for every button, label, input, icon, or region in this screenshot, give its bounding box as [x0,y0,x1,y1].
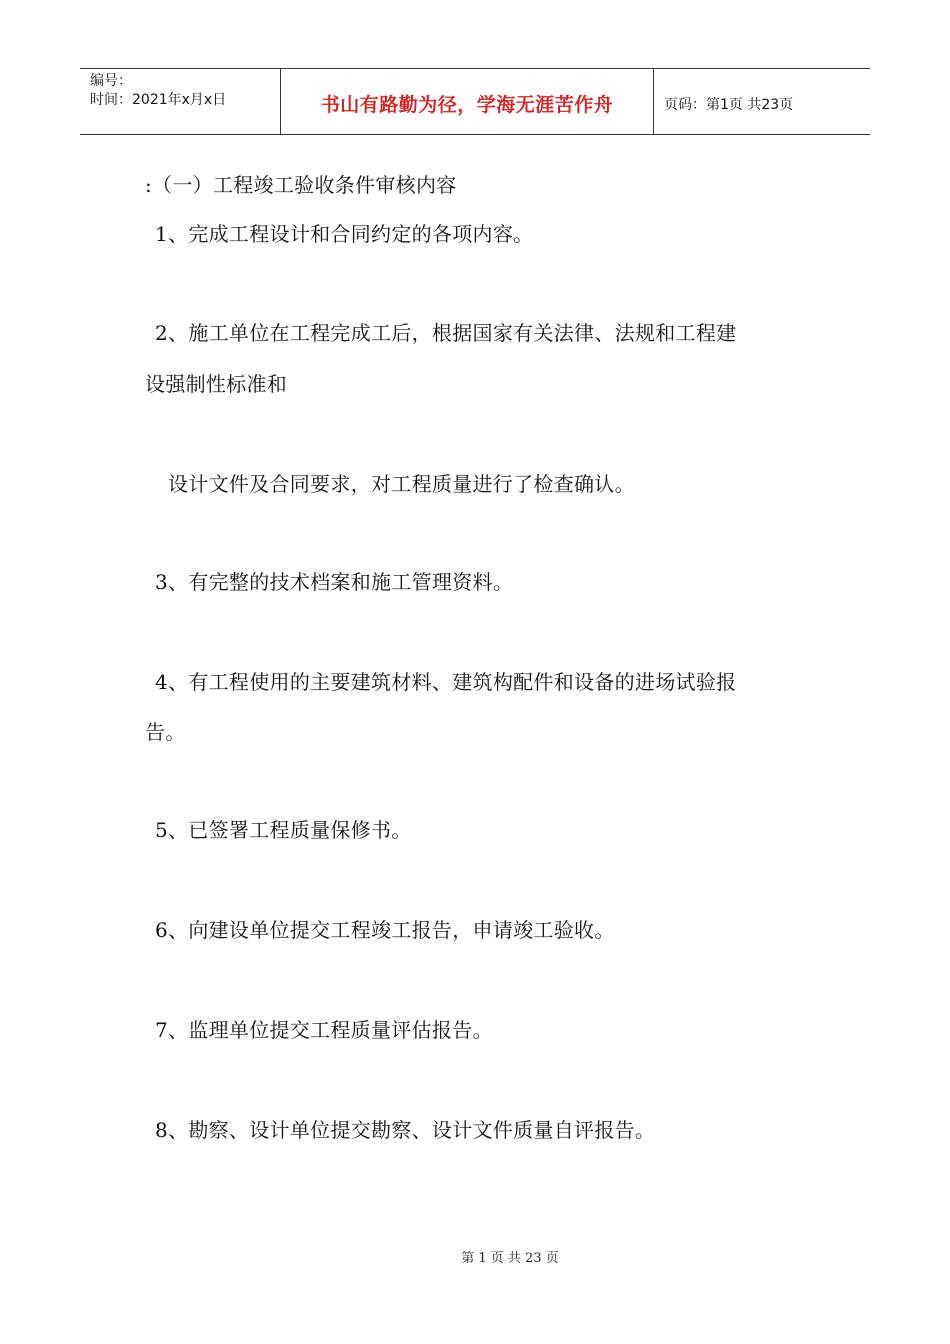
page-footer: 第 1 页 共 23 页 [461,1251,559,1266]
list-item: 5、已签署工程质量保修书。 [155,818,412,842]
header-page-info: 页码：第1页 共23页 [664,96,794,113]
list-item-continuation: 设强制性标准和 [145,372,288,396]
page-header [80,68,870,135]
section-title: :（一）工程竣工验收条件审核内容 [145,173,457,197]
list-item: 6、向建设单位提交工程竣工报告，申请竣工验收。 [155,918,615,942]
list-item: 4、有工程使用的主要建筑材料、建筑构配件和设备的进场试验报 [155,670,737,694]
header-motto: 书山有路勤为径，学海无涯苦作舟 [281,69,654,134]
list-item: 2、施工单位在工程完成工后，根据国家有关法律、法规和工程建 [155,321,737,345]
list-item: 1、完成工程设计和合同约定的各项内容。 [155,222,534,246]
document-number-label: 编号： [90,73,132,89]
list-item-continuation: 设计文件及合同要求，对工程质量进行了检查确认。 [168,472,635,496]
document-time-label: 时间：2021年x月x日 [90,92,227,108]
list-item: 7、监理单位提交工程质量评估报告。 [155,1018,493,1042]
list-item: 8、勘察、设计单位提交勘察、设计文件质量自评报告。 [155,1118,656,1142]
list-item: 3、有完整的技术档案和施工管理资料。 [155,570,514,594]
header-meta [80,69,281,134]
list-item-continuation: 告。 [145,720,186,744]
